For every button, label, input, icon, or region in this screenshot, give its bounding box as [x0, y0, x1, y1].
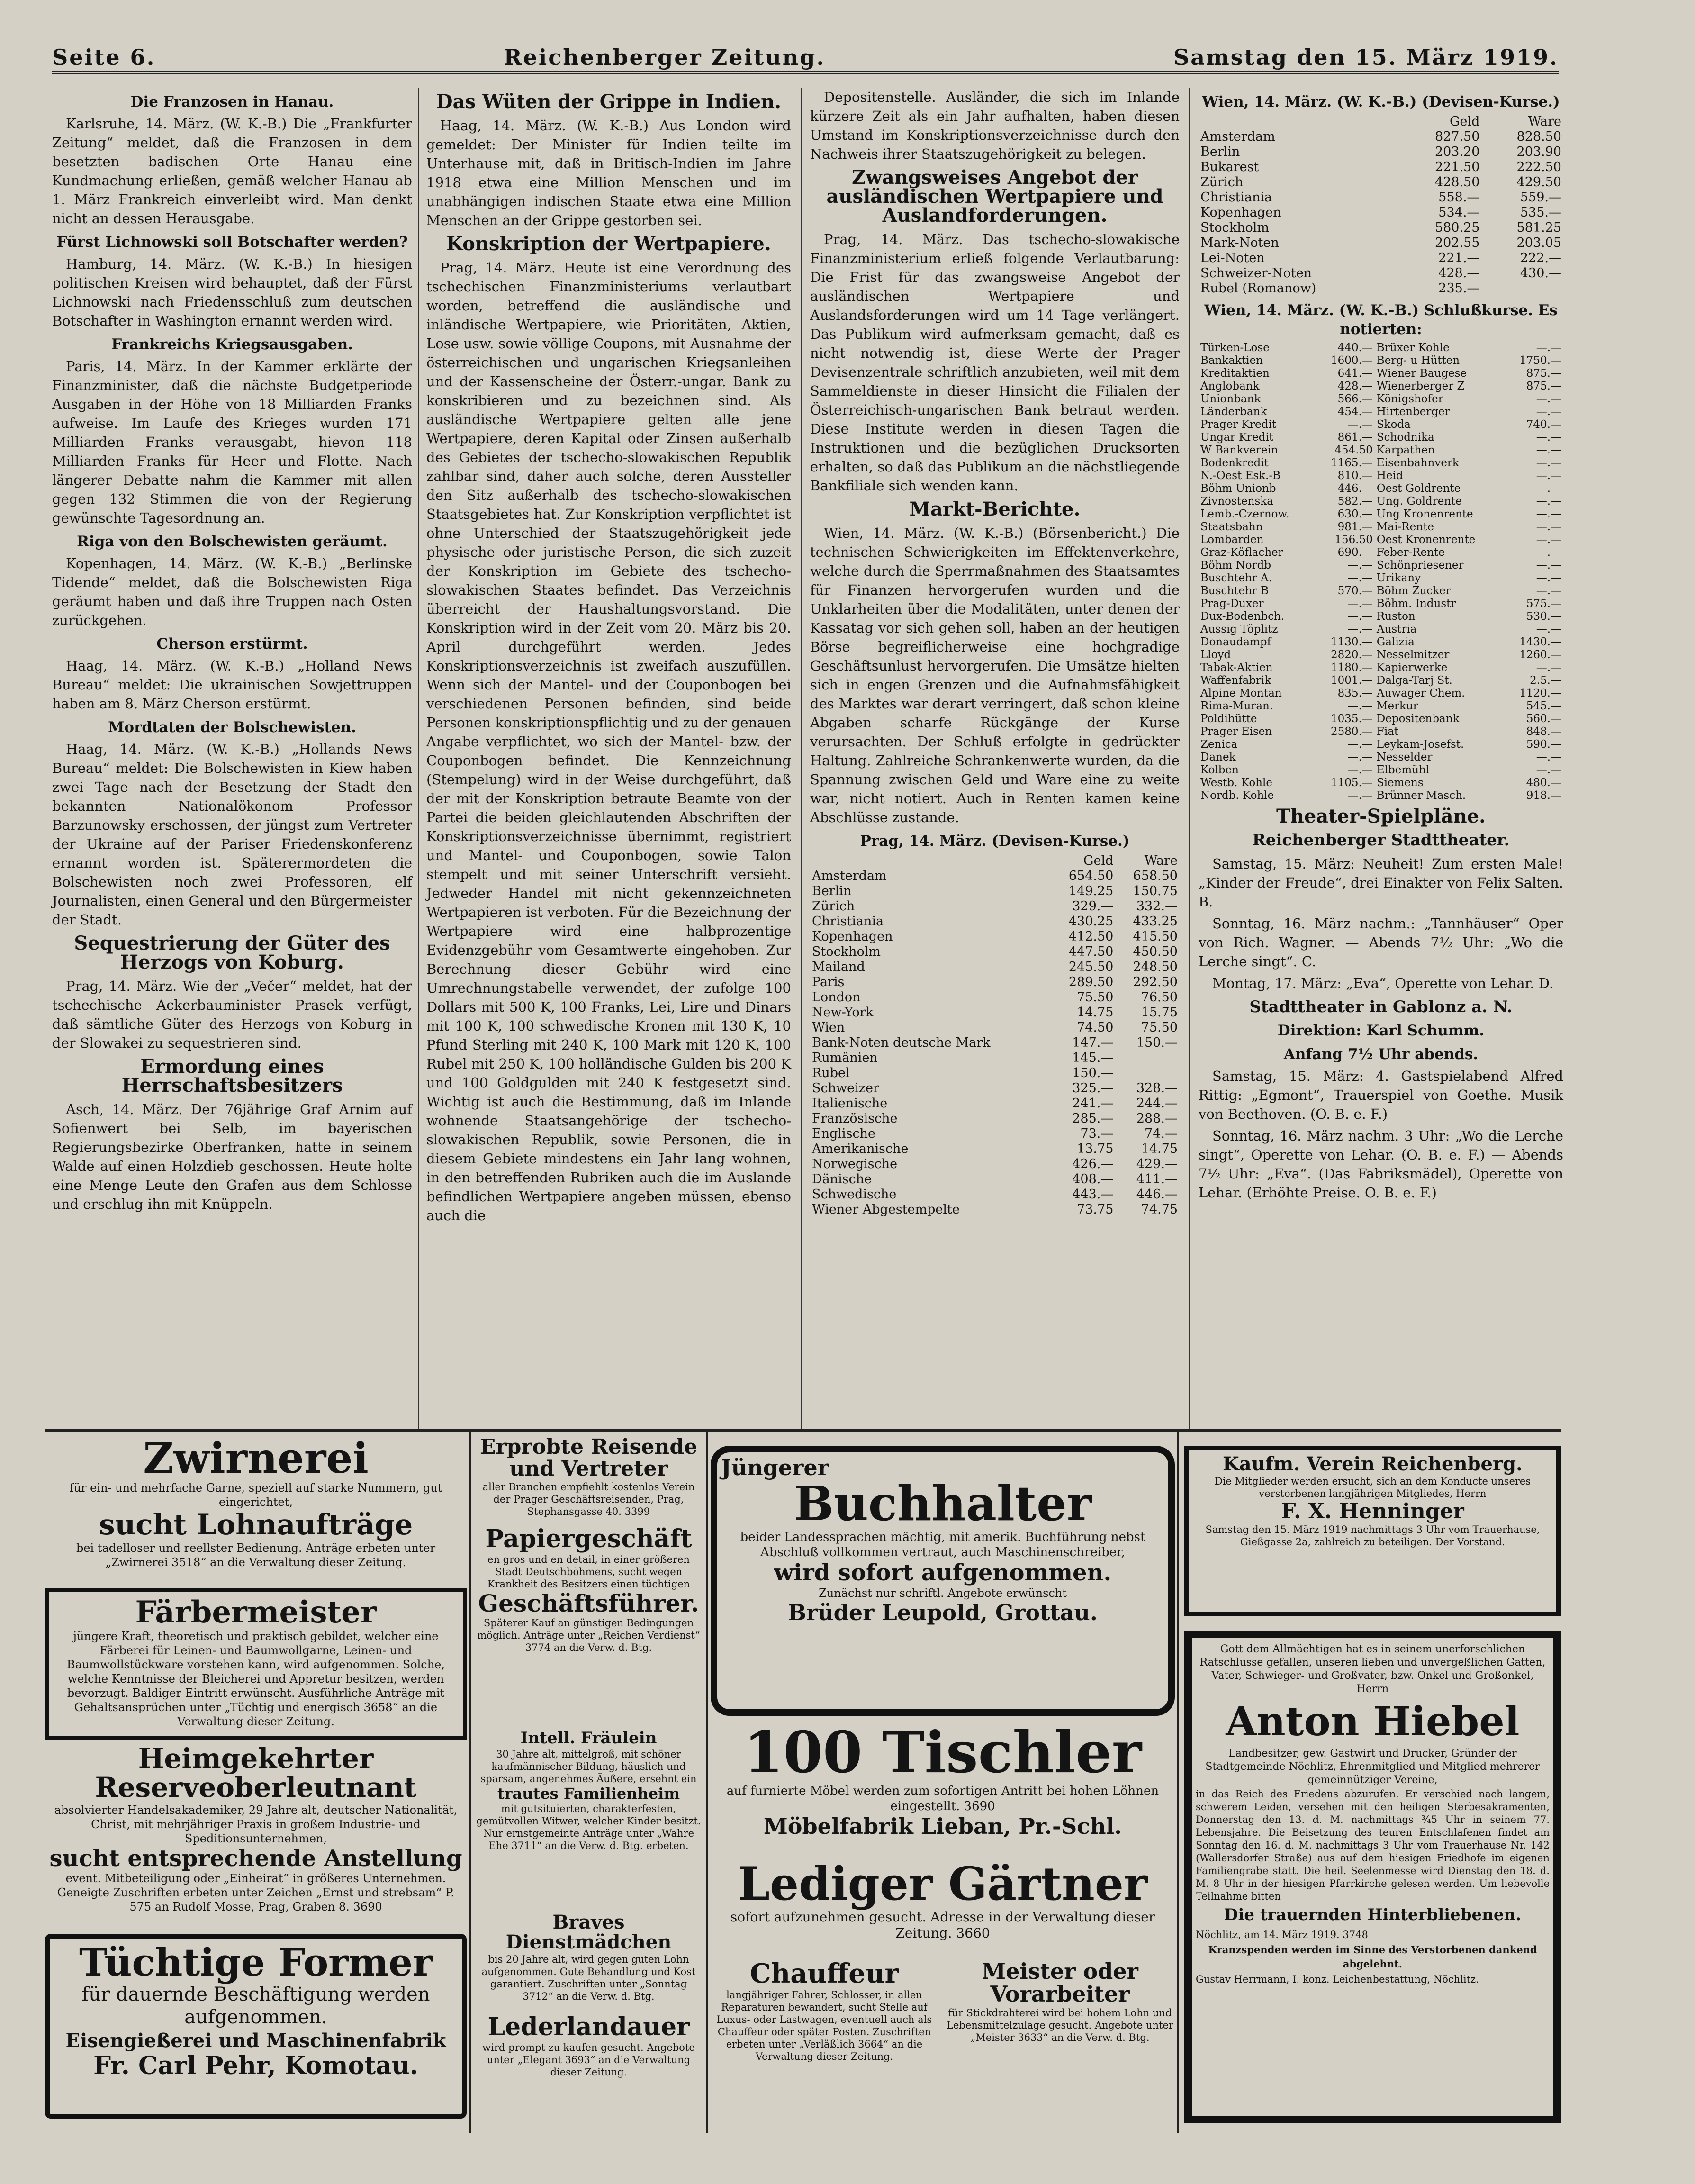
stock-row: Zivnostenska 582.— Ung. Goldrente —.—	[1200, 495, 1561, 507]
stock-row: Prag-Duxer —.— Böhm. Industr 575.—	[1200, 598, 1561, 610]
subheadline: Direktion: Karl Schumm.	[1277, 1022, 1485, 1039]
table-row: Französische 285.— 288.—	[812, 1111, 1178, 1126]
table-row: Schweizer 325.— 328.—	[812, 1081, 1178, 1096]
ad-lederlandauer: Lederlandauer wird prompt zu kaufen gesucht. Angebote unter „Elegant 3693“ an die Verwaltung dieser Zeitung.	[482, 2014, 695, 2078]
table-row: Christiania 558.— 559.—	[1200, 190, 1561, 205]
stock-row: Dux-Bodenbch. —.— Ruston 530.—	[1200, 610, 1561, 623]
article-text: Wien, 14. März. (W. K.-B.) (Börsenbericht.) Die technischen Schwierigkeiten im Effektenverkehre, welche durch die Sperrmaßnahmen des Staatsamtes für Finanzen hervorgerufen wurden und die Unklarheiten über die Modalitäten, unter denen der Kassatag vor sich gehen soll, haben an der heutigen Börse begreiflicherweise eine hochgradige Geschäftsunlust hervorgerufen. Die Umsätze hielten sich in engen Grenzen und die Aufnahmsfähigkeit des Marktes war derart verringert, daß schon kleine Abgaben scharfe Rückgänge der Kurse verursachten. Der Schluß erfolgte in gedrückter Haltung. Zahlreiche Schrankenwerte wurden, da die Spannung zwischen Geld und Ware eine zu weite war, nicht notiert. Auch in Renten kamen keine Abschlüsse zustande.	[810, 525, 1180, 825]
article-text: Haag, 14. März. (W. K.-B.) „Holland News Bureau“ meldet: Die ukrainischen Sowjettruppen haben am 8. März Cherson erstürmt.	[52, 658, 412, 712]
ad-reserveoberleutnant: Heimgekehrter Reserveoberleutnant absolvierter Handelsakademiker, 29 Jahre alt, deutscher Nationalität, Christ, mit mehrjähriger Praxis in großem Industrie- und Speditionsunternehmen, sucht entsprechende Anstellung event. Mitbeteiligung oder „Einheirat“ in größeres Unternehmen. Geneigte Zuschriften erbeten unter Zeichen „Ernst und strebsam“ P. 575 an Rudolf Mosse, Prag, Graben 8. 3690	[49, 1744, 462, 1914]
ad-kaufm-verein: Kaufm. Verein Reichenberg. Die Mitglieder werden ersucht, sich an dem Konducte unseres verstorbenen langjährigen Mitgliedes, Herrn F. X. Henninger Samstag den 15. März 1919 nachmittags 3 Uhr vom Trauerhause, Gießgasse 2a, zahlreich zu beteiligen. Der Vorstand.	[1184, 1446, 1561, 1616]
stock-row: Buschtehr B 570.— Böhm Zucker —.—	[1200, 585, 1561, 597]
table-row: Amsterdam 654.50 658.50	[812, 869, 1178, 883]
headline: Frankreichs Kriegsausgaben.	[111, 336, 353, 353]
stock-row: Anglobank 428.— Wienerberger Z 875.—	[1200, 380, 1561, 392]
ad-fraeulein: Intell. Fräulein 30 Jahre alt, mittelgroß, mit schöner kaufmännischer Bildung, häuslich und sparsam, angenehmes Äußere, ersehnt ein trautes Familienheim mit gutsituierten, charakterfesten, gemütvollen Witwer, welcher Kinder besitzt. Nur ernstgemeinte Anträge unter „Wahre Ehe 3711“ an die Verw. d. Btg. erbeten.	[476, 1730, 701, 1852]
ad-chauffeur: Chauffeur langjähriger Fahrer, Schlosser, in allen Reparaturen bewandert, sucht Stelle auf Luxus- oder Lastwagen, eventuell auch als Chauffeur oder später Posten. Zuschriften erbeten unter „Verläßlich 3664“ an die Verwaltung dieser Zeitung.	[716, 1960, 932, 2062]
column-3	[810, 88, 1180, 1217]
stock-row: Tabak-Aktien 1180.— Kapierwerke —.—	[1200, 662, 1561, 674]
table-row: Berlin 149.25 150.75	[812, 884, 1178, 898]
table-row: Italienische 241.— 244.—	[812, 1096, 1178, 1111]
article-text: Prag, 14. März. Heute ist eine Verordnung des tschechischen Finanzministeriums verlautbart worden, betreffend die ausländische und inländische Wertpapiere, wie Prioritäten, Aktien, Lose usw. sowie völlige Coupons, mit Ausnahme der österreichischen und ungarischen Kriegsanleihen und der Kassenscheine der Österr.-ungar. Bank zu konskribieren und zu bezeichnen sind. Als ausländische Wertpapiere gelten alle jene Wertpapiere, deren Kapital oder Zinsen außerhalb des Gebietes der tschecho-slowakischen Republik zahlbar sind, daher auch solche, deren Aussteller den Sitz außerhalb des tschecho-slowakischen Staatsgebietes hat. Zur Konskription verpflichtet ist ohne Unterschied der Staatszugehörigkeit jede physische oder juristische Person, die sich zuzeit der Konskription im Gebiete des tschecho-slowakischen Staates befindet. Das Verzeichnis überreicht der Haushaltungsvorstand. Die Konskription wird in der Zeit vom 20. März bis 20. April durchgeführt werden. Jedes Konskriptionsverzeichnis ist zweifach auszufüllen. Wenn sich der Mantel- und der Couponbogen bei verschiedenen Personen befinden, sind beide Personen konskriptionspflichtig und zu der genauen Angabe verpflichtet, wo sich der Mantel- bzw. der Couponbogen befindet. Die Kennzeichnung (Stempelung) wird in der Weise durchgeführt, daß der mit der Konskription betraute Beamte von der Partei die beiden gleichlautenden Abschriften der Konskriptionsverzeichnisse übernimmt, registriert und Mantel- und Couponbogen, sowie Talon stempelt und mit seiner Unterschrift versieht. Jedweder Handel mit nicht gekennzeichneten Wertpapieren ist verboten. Für die Bezeichnung der Wertpapiere wird eine halbprozentige Evidenzgebühr vom Gesamtwerte eingehoben. Zur Berechnung dieser Gebühr wird eine Umrechnungstabelle verwendet, der zufolge 100 Dollars mit 500 K, 100 Franks, Lei, Lire und Dinars mit 100 K, 100 schwedische Kronen mit 130 K, 10 Pfund Sterling mit 240 K, 100 Mark mit 120 K, 100 Rubel mit 250 K, 100 holländische Gulden bis 200 K und 100 Goldgulden mit 240 K festgesetzt sind. Wichtig ist auch die Bestimmung, daß im Inlande wohnende Staatsangehörige der tschecho-slowakischen Republik, sowie Personen, die in diesem Gebiete mindestens ein Jahr lang wohnen, in den betreffenden Rubriken auch die im Auslande befindlichen Wertpapiere angeben müssen, ebenso auch die	[426, 260, 791, 1223]
page-header	[52, 44, 1559, 74]
headline: Ermordung eines Herrschaftsbesitzers	[121, 1055, 343, 1097]
article-text: Hamburg, 14. März. (W. K.-B.) In hiesigen politischen Kreisen wird behauptet, daß der Fürst Lichnowski nach Friedensschluß zum deutschen Botschafter in Washington ernannt werden wird.	[52, 256, 412, 329]
column-rule	[469, 1432, 471, 2133]
article-text: Samstag, 15. März: Neuheit! Zum ersten Male! „Kinder der Freude“, drei Einakter von Felix Salten. B.	[1199, 856, 1563, 910]
headline: Theater-Spielpläne.	[1276, 805, 1486, 827]
newspaper-title: Reichenberger Zeitung.	[504, 45, 826, 70]
stock-row: Zenica —.— Leykam-Josefst. 590.—	[1200, 738, 1561, 751]
ad-buchhalter: Jüngerer Buchhalter beider Landessprachen mächtig, mit amerik. Buchführung nebst Abschluß vollkommen vertraut, auch Maschinenschreiber, wird sofort aufgenommen. Zunächst nur schriftl. Angebote erwünscht Brüder Leupold, Grottau.	[711, 1446, 1175, 1716]
table-row: Paris 289.50 292.50	[812, 975, 1178, 989]
article-text: Kopenhagen, 14. März. (W. K.-B.) „Berlinske Tidende“ meldet, daß die Bolschewisten Riga geräumt haben und daß ihre Truppen nach Osten zurückgehen.	[52, 555, 412, 628]
table-row: Stockholm 580.25 581.25	[1200, 220, 1561, 235]
table-row: Wiener Abgestempelte 73.75 74.75	[812, 1202, 1178, 1217]
stock-row: Staatsbahn 981.— Mai-Rente —.—	[1200, 521, 1561, 533]
headline: Riga von den Bolschewisten geräumt.	[77, 533, 388, 550]
ad-gaertner: Lediger Gärtner sofort aufzunehmen gesucht. Adresse in der Verwaltung dieser Zeitung. 3660	[730, 1860, 1155, 1941]
column-rule	[418, 88, 419, 1429]
table-row: Rubel (Romanow) 235.—	[1200, 281, 1480, 296]
headline: Markt-Berichte.	[909, 498, 1081, 520]
table-row: Rumänien 145.—	[812, 1051, 1114, 1065]
table-row: Schweizer-Noten 428.— 430.—	[1200, 266, 1561, 281]
table-row: Norwegische 426.— 429.—	[812, 1157, 1178, 1171]
column-1	[52, 88, 412, 1216]
table-row: New-York 14.75 15.75	[812, 1005, 1178, 1020]
headline: Fürst Lichnowski soll Botschafter werden?	[56, 234, 408, 251]
article-text: Asch, 14. März. Der 76jährige Graf Arnim auf Sofienwert bei Selb, im bayerischen Regierungsbezirke Oberfranken, hatte in seinem Walde auf einen Holzdieb geschossen. Heute holte eine Menge Leute den Grafen aus dem Schlosse und erschlug ihn mit Knüppeln.	[52, 1101, 412, 1212]
column-rule	[706, 1432, 708, 2133]
table-row: Schwedische 443.— 446.—	[812, 1187, 1178, 1202]
stock-row: Alpine Montan 835.— Auwager Chem. 1120.—	[1200, 687, 1561, 699]
table-title: Wien, 14. März. (W. K.-B.) (Devisen-Kurse.)	[1202, 93, 1560, 110]
column-rule	[1177, 1432, 1179, 2133]
stock-row: Rima-Muran. —.— Merkur 545.—	[1200, 700, 1561, 712]
stock-row: Kreditaktien 641.— Wiener Baugese 875.—	[1200, 367, 1561, 380]
stock-row: Bankaktien 1600.— Berg- u Hütten 1750.—	[1200, 354, 1561, 367]
stock-row: Lemb.-Czernow. 630.— Ung Kronenrente —.—	[1200, 508, 1561, 520]
stock-row: Kolben —.— Elbemühl —.—	[1200, 764, 1561, 776]
article-text: Sonntag, 16. März nachm.: „Tannhäuser“ Oper von Rich. Wagner. — Abends 7½ Uhr: „Wo die Lerche singt“. C.	[1199, 915, 1563, 970]
article-text: Haag, 14. März. (W. K.-B.) „Hollands News Bureau“ meldet: Die Bolschewisten in Kiew haben zwei Tage nach der Besetzung der Stadt den bekannten Nationalökonom Professor Barzunowsky erschossen, der jüngst zum Vertreter der Ukraine auf der Pariser Friedenskonferenz ernannt worden ist. Späterermordeten die Bolschewisten noch zwei Professoren, elf Journalisten, einen General und den Bürgermeister der Stadt.	[52, 741, 412, 928]
article-text: Prag, 14. März. Wie der „Večer“ meldet, hat der tschechische Ackerbauminister Prasek verfügt, daß sämtliche Güter des Herzogs von Koburg in der Slowakei zu sequestrieren sind.	[52, 978, 412, 1051]
table-row: Zürich 329.— 332.—	[812, 899, 1178, 914]
article-text: Haag, 14. März. (W. K.-B.) Aus London wird gemeldet: Der Minister für Indien teilte im Unterhause mit, daß in Britisch-Indien im Jahre 1918 etwa eine Million Menschen und im unabhängigen indischen Staate etwa eine Million Menschen an der Grippe gestorben sei.	[426, 118, 791, 228]
stock-row: Aussig Töplitz —.— Austria —.—	[1200, 623, 1561, 635]
ad-faerbermeister: Färbermeister jüngere Kraft, theoretisch und praktisch gebildet, welcher eine Färberei für Leinen- und Baumwollgarne, Leinen- und Baumwollstückware vorstehen kann, wird aufgenommen. Solche, welche Kenntnisse der Bleicherei und Appretur besitzen, werden bevorzugt. Baldiger Eintritt erwünscht. Ausführliche Anträge mit Gehaltsansprüchen unter „Tüchtig und energisch 3658“ an die Verwaltung dieser Zeitung.	[45, 1588, 467, 1740]
article-text: Karlsruhe, 14. März. (W. K.-B.) Die „Frankfurter Zeitung“ meldet, daß die Franzosen in dem besetzten badischen Orte Hanau eine Kundmachung erließen, gemäß welcher Hanau ab 1. März Frankreich einverleibt wird. Man denkt nicht an dessen Herausgabe.	[52, 116, 412, 227]
table-row: Mailand 245.50 248.50	[812, 960, 1178, 974]
table-row: Kopenhagen 412.50 415.50	[812, 929, 1178, 944]
column-4	[1199, 88, 1563, 1205]
article-text: Montag, 17. März: „Eva“, Operette von Lehar. D.	[1212, 975, 1554, 991]
stock-row: Lloyd 2820.— Nesselmitzer 1260.—	[1200, 649, 1561, 661]
page-number: Seite 6.	[52, 45, 156, 70]
stock-row: Bodenkredit 1165.— Eisenbahnverk —.—	[1200, 457, 1561, 469]
stock-table	[1199, 342, 1563, 802]
article-text: Paris, 14. März. In der Kammer erklärte der Finanzminister, daß die nächste Budgetperiode Ausgaben in der Höhe von 18 Milliarden Franks aufweise. Im Laufe des Krieges wurden 171 Milliarden Franks verausgabt, hievon 118 Milliarden Franks für Heer und Flotte. Nach längerer Debatte nahm die Kammer mit allen gegen 132 Stimmen die von der Regierung gewünschte Tagesordnung an.	[52, 358, 412, 526]
stock-row: Böhm Unionb 446.— Oest Goldrente —.—	[1200, 482, 1561, 495]
table-row: Wien 74.50 75.50	[812, 1020, 1178, 1035]
ad-former: Tüchtige Former für dauernde Beschäftigung werden aufgenommen. Eisengießerei und Maschinenfabrik Fr. Carl Pehr, Komotau.	[45, 1934, 467, 2119]
stock-row: Ungar Kredit 861.— Schodnika —.—	[1200, 431, 1561, 444]
stock-row: Waffenfabrik 1001.— Dalga-Tarj St. 2.5.—	[1200, 674, 1561, 687]
advertisement-section	[45, 1429, 1561, 2133]
table-row: Bank-Noten deutsche Mark 147.— 150.—	[812, 1035, 1178, 1050]
headline: Stadttheater in Gablonz a. N.	[1249, 997, 1513, 1016]
headline: Das Wüten der Grippe in Indien.	[436, 91, 782, 113]
table-title: Wien, 14. März. (W. K.-B.) Schlußkurse. Es notierten:	[1204, 302, 1558, 338]
table-title: Prag, 14. März. (Devisen-Kurse.)	[860, 833, 1130, 850]
table-row: Christiania 430.25 433.25	[812, 914, 1178, 929]
stock-row: Westb. Kohle 1105.— Siemens 480.—	[1200, 777, 1561, 789]
headline: Mordtaten der Bolschewisten.	[108, 719, 356, 736]
table-row: Amsterdam 827.50 828.50	[1200, 129, 1561, 144]
table-row: Bukarest 221.50 222.50	[1200, 160, 1561, 174]
stock-row: Länderbank 454.— Hirtenberger —.—	[1200, 406, 1561, 418]
table-header: Geld Ware	[1449, 114, 1561, 129]
headline: Zwangsweises Angebot der ausländischen Wertpapiere und Auslandforderungen.	[826, 166, 1163, 227]
column-2	[426, 88, 791, 1228]
table-row: Kopenhagen 534.— 535.—	[1200, 205, 1561, 220]
ad-reisende: Erprobte Reisende und Vertreter aller Branchen empfiehlt kostenlos Verein der Prager Geschäftsreisenden, Prag, Stephansgasse 40. 3399	[479, 1436, 698, 1518]
column-rule	[801, 88, 802, 1429]
stock-row: Graz-Köflacher 690.— Feber-Rente —.—	[1200, 546, 1561, 559]
stock-row: Böhm Nordb —.— Schönpriesener —.—	[1200, 559, 1561, 571]
table-row: Englische 73.— 74.—	[812, 1126, 1178, 1141]
stock-row: Prager Kredit —.— Skoda 740.—	[1200, 418, 1561, 431]
subheadline: Anfang 7½ Uhr abends.	[1283, 1046, 1479, 1063]
ad-tischler: 100 Tischler auf furnierte Möbel werden zum sofortigen Antritt bei hohen Löhnen eingestellt. 3690 Möbelfabrik Lieban, Pr.-Schl.	[726, 1723, 1159, 1839]
stock-row: W Bankverein 454.50 Karpathen —.—	[1200, 444, 1561, 456]
table-row: London 75.50 76.50	[812, 990, 1178, 1005]
table-row: Dänische 408.— 411.—	[812, 1172, 1178, 1187]
headline: Reichenberger Stadttheater.	[1252, 831, 1510, 850]
stock-row: Donaudampf 1130.— Galizia 1430.—	[1200, 636, 1561, 648]
stock-row: Buschtehr A. —.— Urikany —.—	[1200, 572, 1561, 584]
headline: Sequestrierung der Güter des Herzogs von Koburg.	[74, 932, 390, 973]
article-text: Prag, 14. März. Das tschecho-slowakische Finanzministerium erließ folgende Verlautbarung: Die Frist für das zwangsweise Angebot der ausländischen Wertpapiere und Auslandsforderungen wird um 14 Tage verlängert. Das Publikum wird aufmerksam gemacht, daß es nicht notwendig ist, diese Werte der Prager Devisenzentrale schriftlich anzubieten, weil mit dem Sammeldienste in dieser Hinsicht die Filialen der Österreichisch-ungarischen Bank betraut werden. Diese Institute werden in diesen Tagen die Instruktionen und die bezüglichen Drucksorten erhalten, so daß das Publikum an die nächstliegende Bankfiliale sich wenden kann.	[810, 231, 1180, 494]
headline: Konskription der Wertpapiere.	[446, 233, 771, 255]
table-row: Amerikanische 13.75 14.75	[812, 1142, 1178, 1156]
ad-dienstmaedchen: Braves Dienstmädchen bis 20 Jahre alt, wird gegen guten Lohn aufgenommen. Gute Behandlung und Kost garantiert. Zuschriften unter „Sonntag 3712“ an die Verw. d. Btg.	[481, 1912, 696, 2002]
stock-row: Prager Eisen 2580.— Fiat 848.—	[1200, 725, 1561, 738]
devisen-table-prag	[810, 853, 1180, 1217]
ad-vorarbeiter: Meister oder Vorarbeiter für Stickdrahterei wird bei hohem Lohn und Lebensmittelzulage gesucht. Angebote unter „Meister 3633“ an die Verw. d. Btg.	[947, 1960, 1173, 2043]
stock-row: Poldihütte 1035.— Depositenbank 560.—	[1200, 713, 1561, 725]
article-text: Samstag, 15. März: 4. Gastspielabend Alfred Rittig: „Egmont“, Trauerspiel von Goethe. Musik von Beethoven. (O. B. e. F.)	[1199, 1068, 1563, 1122]
table-row: Mark-Noten 202.55 203.05	[1200, 236, 1561, 250]
issue-date: Samstag den 15. März 1919.	[1173, 45, 1559, 70]
table-row: Lei-Noten 221.— 222.—	[1200, 251, 1561, 265]
article-text: Sonntag, 16. März nachm. 3 Uhr: „Wo die Lerche singt“, Operette von Lehar. (O. B. e. F.) — Abends 7½ Uhr: „Eva“. (Das Fabriksmädel), Operette von Lehar. (Erhöhte Preise. O. B. e. F.)	[1199, 1128, 1563, 1201]
column-rule	[1189, 88, 1190, 1429]
headline: Die Franzosen in Hanau.	[130, 93, 334, 110]
stock-row: Nordb. Kohle —.— Brünner Masch. 918.—	[1200, 789, 1561, 802]
table-row: Rubel 150.—	[812, 1066, 1114, 1080]
table-row: Stockholm 447.50 450.50	[812, 944, 1178, 959]
stock-row: Unionbank 566.— Königshofer —.—	[1200, 393, 1561, 405]
stock-row: Türken-Lose 440.— Brüxer Kohle —.—	[1200, 342, 1561, 354]
headline: Cherson erstürmt.	[156, 635, 308, 652]
devisen-table-wien	[1199, 114, 1563, 296]
stock-row: Lombarden 156.50 Oest Kronenrente —.—	[1200, 534, 1561, 546]
obituary-notice: Gott dem Allmächtigen hat es in seinem unerforschlichen Ratschlusse gefallen, unseren lieben und unvergeßlichen Gatten, Vater, Schwieger- und Großvater, bzw. Onkel und Großonkel, Herrn Anton Hiebel Landbesitzer, gew. Gastwirt und Drucker, Gründer der Stadtgemeinde Nöchlitz, Ehrenmitglied und Mitglied mehrerer gemeinnütziger Vereine, in das Reich des Friedens abzurufen. Er verschied nach langem, schwerem Leiden, versehen mit den heiligen Sterbesakramenten, Donnerstag den 13. d. M. nachmittags ¾5 Uhr in seinem 77. Lebensjahre. Die Beisetzung des teuren Entschlafenen findet am Sonntag den 16. d. M. nachmittags 3 Uhr vom Trauerhause Nr. 142 (Wallersdorfer Straße) aus auf dem hiesigen Friedhofe im eigenen Familiengrabe statt. Die heil. Seelenmesse wird Dienstag den 18. d. M. 8 Uhr in der hiesigen Pfarrkirche gelesen werden. Um liebevolle Teilnahme bitten Die trauernden Hinterbliebenen. Nöchlitz, am 14. März 1919. 3748 Kranzspenden werden im Sinne des Verstorbenen dankend abgelehnt. Gustav Herrmann, I. konz. Leichenbestattung, Nöchlitz.	[1184, 1631, 1561, 2123]
ad-papiergeschaeft: Papiergeschäft en gros und en detail, in einer größeren Stadt Deutschböhmens, sucht wegen Krankheit des Besitzers einen tüchtigen Geschäftsführer. Späterer Kauf an günstigen Bedingungen möglich. Anträge unter „Reichen Verdienst“ 3774 an die Verw. d. Btg.	[477, 1526, 700, 1654]
ad-zwirnerei: Zwirnerei für ein- und mehrfache Garne, speziell auf starke Nummern, gut eingerichtet, sucht Lohnaufträge bei tadelloser und reellster Bedienung. Anträge erbeten unter „Zwirnerei 3518“ an die Verwaltung dieser Zeitung.	[69, 1436, 442, 1569]
article-text: Depositenstelle. Ausländer, die sich im Inlande kürzere Zeit als ein Jahr aufhalten, haben diesen Umstand im Konskriptionsverzeichnisse durch den Nachweis ihrer Staatszugehörigkeit zu belegen.	[810, 89, 1180, 162]
table-header: Geld Ware	[1083, 853, 1178, 868]
table-row: Zürich 428.50 429.50	[1200, 175, 1561, 190]
stock-row: N.-Oest Esk.-B 810.— Heid —.—	[1200, 470, 1561, 482]
table-row: Berlin 203.20 203.90	[1200, 145, 1561, 159]
stock-row: Danek —.— Nesselder —.—	[1200, 751, 1561, 763]
